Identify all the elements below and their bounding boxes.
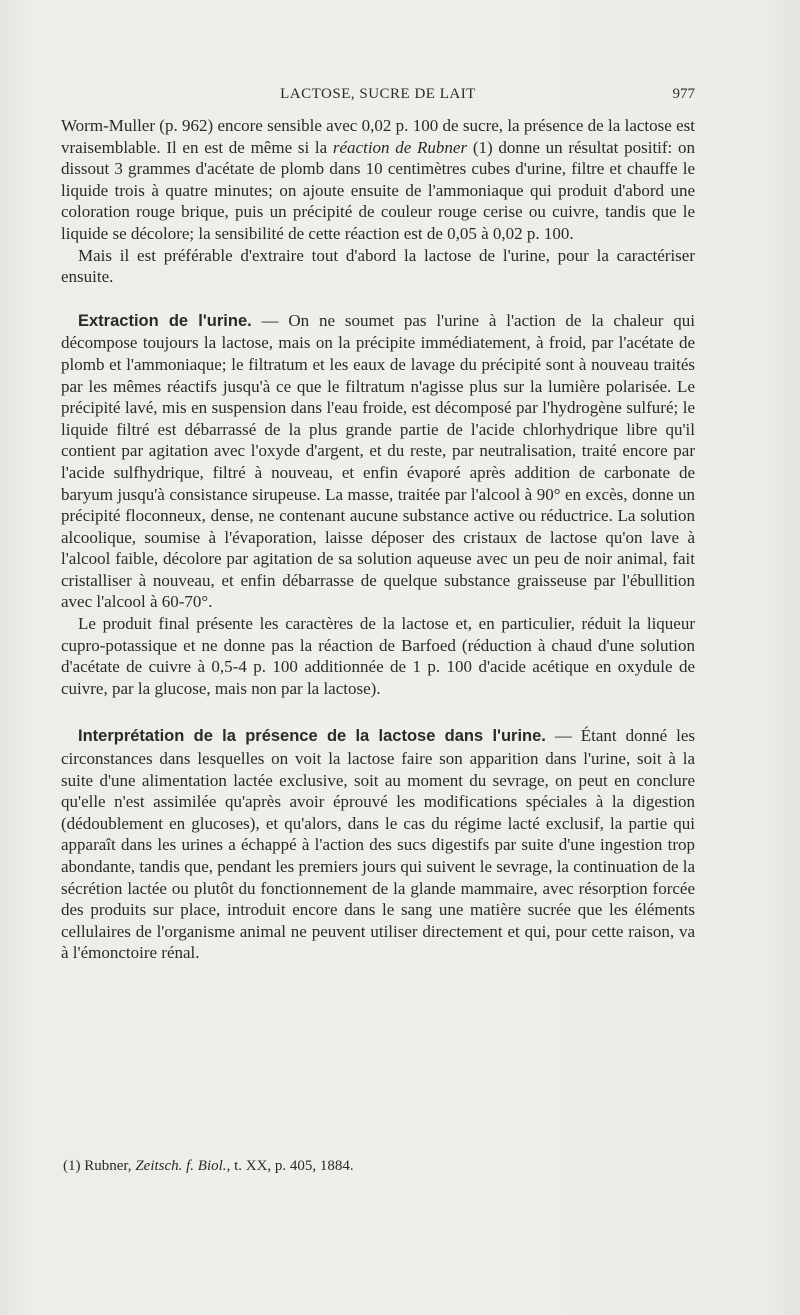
section-gap <box>61 288 695 310</box>
footnote-journal: Zeitsch. f. Biol. <box>135 1158 227 1174</box>
section-gap <box>61 699 695 725</box>
section-extraction <box>61 310 695 613</box>
section-text: — Étant donné les circonstances dans lesquelles on voit la lactose faire son apparition dans l'urine, soit à la suite d'une alimentation lactée exclusive, soit au moment du sevrage, on peut en conclure qu'elle n'est assimilée qu'après avoir éprouvé les modifications spéciales à la digestion (dédoublement en glucoses), et qu'alors, dans le cas du régime lacté exclusif, la partie qui apparaît dans les urines a échappé à l'action des sucs digestifs par suite d'une ingestion trop abondante, tandis que, pendant les premiers jours qui suivent le sevrage, la continuation de la sécrétion lactée ou plutôt du fonctionnement de la glande mammaire, avec résorption forcée des produits sur place, introduit encore dans le sang une matière sucrée que les éléments cellulaires de l'organisme animal ne peuvent utiliser directement et qui, pour cette raison, va à l'émonctoire rénal. <box>61 726 696 963</box>
paragraph-final-product: Le produit final présente les caractères de la lactose et, en particulier, réduit la liqueur cupro-potassique et ne donne pas la réaction de Barfoed (réduction à chaud d'une solution d'acétate de cuivre à 0,5-4 p. 100 additionnée de 1 p. 100 d'acide acétique en oxydule de cuivre, par la glucose, mais non par la lactose). <box>61 614 695 698</box>
footnote-author: Rubner, <box>80 1158 136 1174</box>
footnote-marker: (1) <box>63 1158 81 1174</box>
section-interpretation <box>61 725 695 964</box>
section-heading: Extraction de l'urine. <box>78 311 252 330</box>
page-header <box>61 86 695 110</box>
page-number: 977 <box>672 86 695 102</box>
paragraph-text: Worm-Muller (p. 962) encore sensible avec 0,02 p. 100 de sucre, la présence de la lactose est vraisemblable. Il en est de même si la <box>61 116 695 157</box>
section-text: — On ne soumet pas l'urine à l'action de la chaleur qui décompose toujours la lactose, mais on la précipite immédiatement, à froid, par l'acétate de plomb et l'ammoniaque; le filtratum et les eaux de lavage du précipité sont à nouveau traités par les mêmes réactifs jusqu'à ce que le filtratum n'agisse plus sur la lumière polarisée. Le précipité lavé, mis en suspension dans l'eau froide, est décomposé par l'hydrogène sulfuré; le liquide filtré est débarrassé de la plus grande partie de l'acide chlorhydrique libre qu'il contient par agitation avec l'oxyde d'argent, et du reste, par neutralisation, traité encore par l'acide sulfhydrique, filtré à nouveau, et enfin évaporé après addition de carbonate de baryum jusqu'à consistance sirupeuse. La masse, traitée par l'alcool à 90° en excès, donne un précipité floconneux, dense, ne contenant aucune substance active ou réductrice. La solution alcoolique, soumise à l'évaporation, laisse déposer des cristaux de lactose qu'on lave à l'alcool faible, décolore par agitation de sa solution aqueuse avec un peu de noir animal, fait cristalliser à nouveau, et enfin débarrasse de quelque substance graisseuse par l'ébullition avec l'alcool à 60-70°. <box>61 310 695 612</box>
italic-term: réaction de Rubner <box>332 137 468 157</box>
footnote <box>63 1158 683 1175</box>
section-heading: Interprétation de la présence de la lactose dans l'urine. <box>78 727 546 746</box>
paragraph-extraction-note: Mais il est préférable d'extraire tout d'abord la lactose de l'urine, pour la caractériser ensuite. <box>61 245 695 287</box>
running-title: LACTOSE, SUCRE DE LAIT <box>280 86 476 102</box>
paragraph-text: (1) donne un résultat positif: on dissout 3 grammes d'acétate de plomb dans 10 centimètres cubes d'urine, filtre et chauffe le liquide trois à quatre minutes; on ajoute ensuite de l'ammoniaque qui produit d'abord une coloration rouge brique, puis un précipité de couleur rouge cerise ou cuivre, tandis que le liquide se décolore; la sensibilité de cette réaction est de 0,05 à 0,02 p. 100. <box>61 137 696 243</box>
footnote-details: , t. XX, p. 405, 1884. <box>226 1158 354 1174</box>
paragraph-rubner-reaction <box>61 115 695 245</box>
main-text <box>61 115 695 964</box>
